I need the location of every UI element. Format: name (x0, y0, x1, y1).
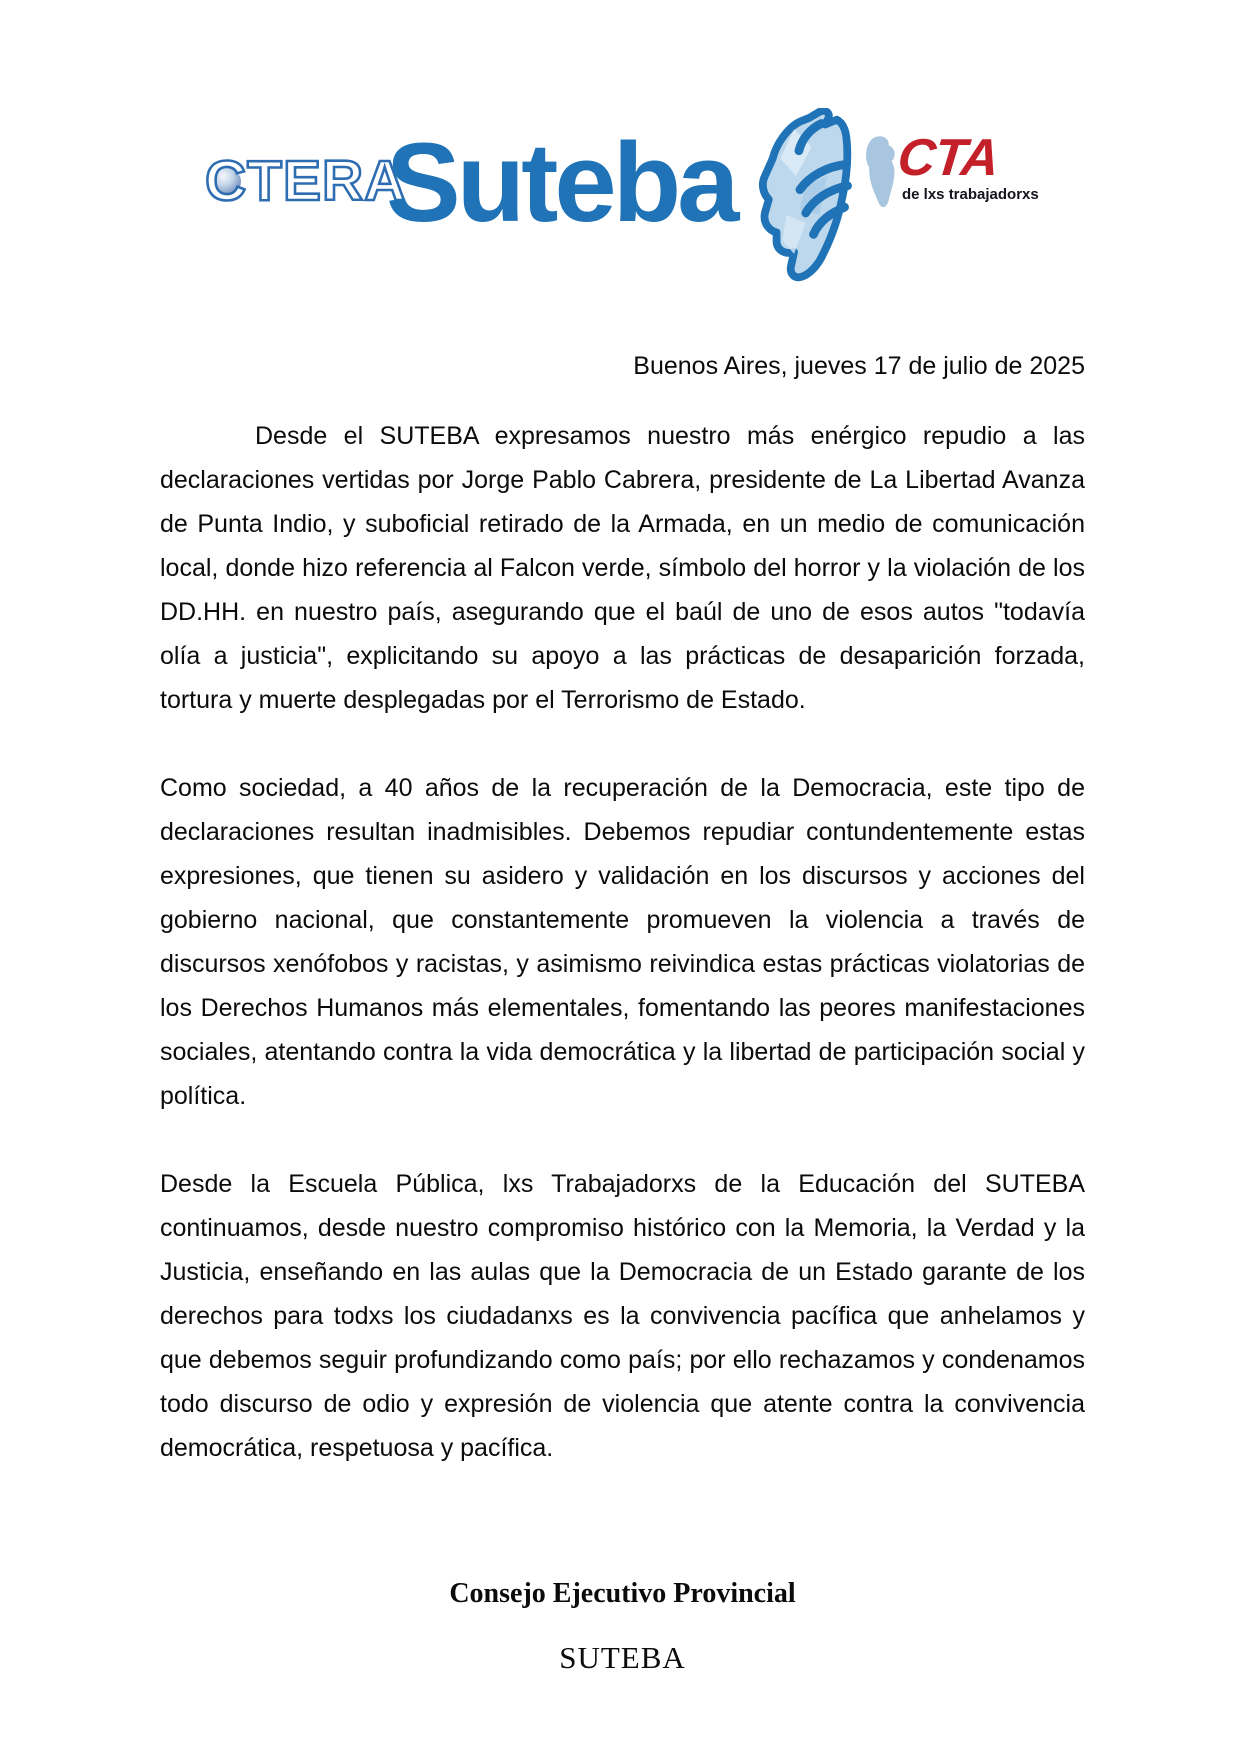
suteba-logo (386, 102, 855, 283)
dateline: Buenos Aires, jueves 17 de julio de 2025 (633, 352, 1085, 380)
cta-tagline: de lxs trabajadorxs (902, 186, 1039, 203)
suteba-wordmark: Suteba (386, 120, 736, 245)
letterhead (0, 0, 1242, 300)
body-paragraph: Desde el SUTEBA expresamos nuestro más enérgico repudio a las declaraciones vertidas por Jorge Pablo Cabrera, presidente de La Libertad Avanza de Punta Indio, y suboficial retirado de la Armada, en un medio de comunicación local, donde hizo referencia al Falcon verde, símbolo del horror y la violación de los DD.HH. en nuestro país, asegurando que el baúl de uno de esos autos "todavía olía a justicia", explicitando su apoyo a las prácticas de desaparición forzada, tortura y muerte desplegadas por el Terrorismo de Estado. (160, 422, 1085, 714)
cta-wordmark: CTA (894, 129, 1002, 187)
letter-body (160, 414, 1085, 1514)
ctera-wordmark: CTERA (205, 149, 407, 213)
signature-org: SUTEBA (559, 1640, 686, 1675)
cta-logo (858, 129, 1073, 214)
signature-title: Consejo Ejecutivo Provincial (449, 1578, 796, 1609)
body-paragraph: Como sociedad, a 40 años de la recuperación de la Democracia, este tipo de declaraciones resultan inadmisibles. Debemos repudiar contundentemente estas expresiones, que tienen su asidero y validación en los discursos y acciones del gobierno nacional, que constantemente promueven la violencia a través de discursos xenófobos y racistas, y asimismo reivindica estas prácticas violatorias de los Derechos Humanos más elementales, fomentando las peores manifestaciones sociales, atentando contra la vida democrática y la libertad de participación social y política. (160, 774, 1085, 1110)
suteba-province-hand-icon (737, 108, 855, 283)
signature-block (160, 1578, 1085, 1676)
body-paragraph: Desde la Escuela Pública, lxs Trabajadorxs de la Educación del SUTEBA continuamos, desde nuestro compromiso histórico con la Memoria, la Verdad y la Justicia, enseñando en las aulas que la Democracia de un Estado garante de los derechos para todxs los ciudadanxs es la convivencia pacífica que anhelamos y que debemos seguir profundizando como país; por ello rechazamos y condenamos todo discurso de odio y expresión de violencia que atente contra la convivencia democrática, respetuosa y pacífica. (160, 1170, 1085, 1462)
